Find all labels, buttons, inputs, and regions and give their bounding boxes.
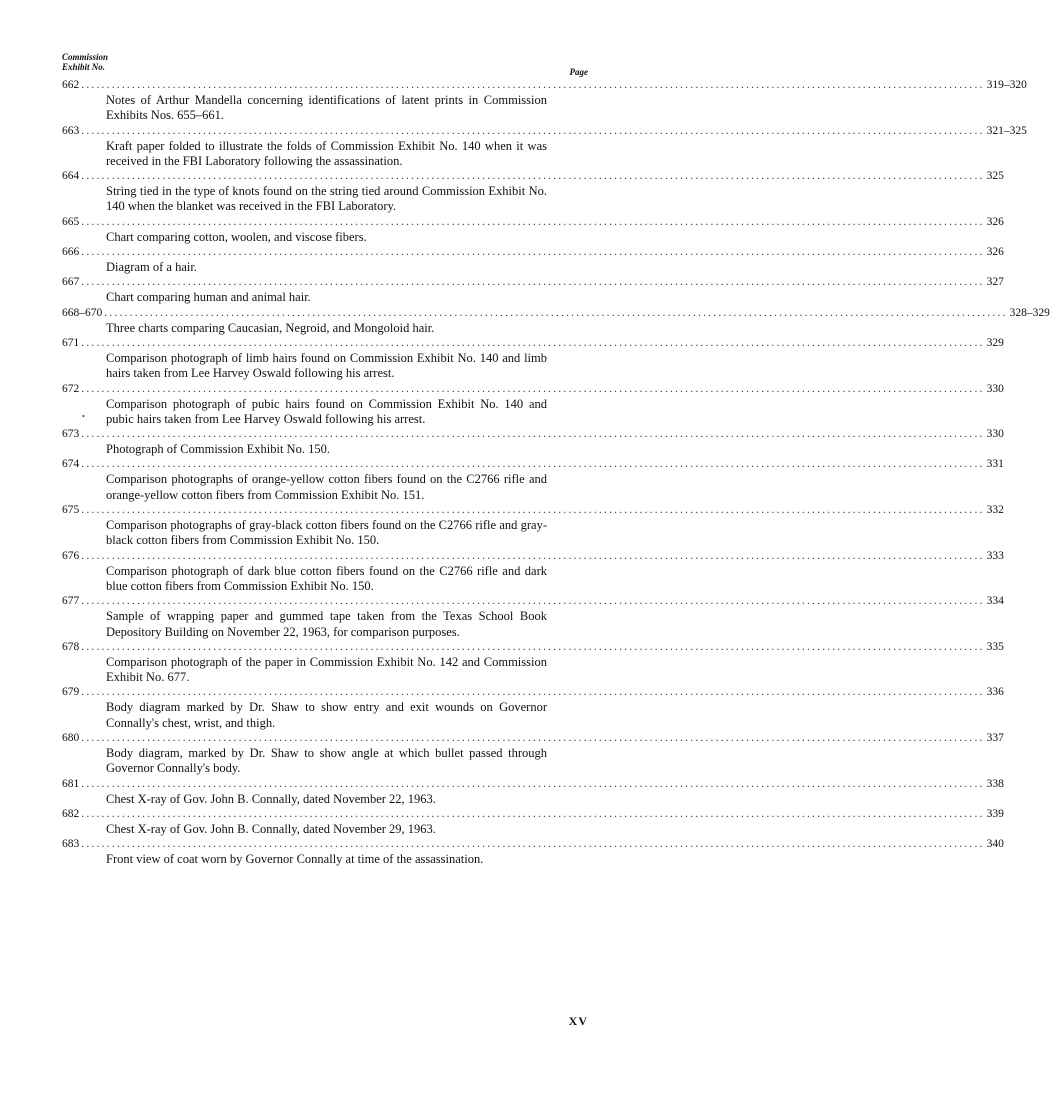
page-reference: 326 <box>986 215 1004 228</box>
dot-leader: .................................................................................................................................................................................. <box>81 807 985 820</box>
exhibit-description: Chest X-ray of Gov. John B. Connally, dated November 29, 1963. <box>106 821 436 836</box>
exhibit-description: Diagram of a hair. <box>106 260 197 275</box>
exhibit-description: Comparison photograph of pubic hairs found on Commission Exhibit No. 140 and pubic hairs taken from Lee Harvey Oswald following his arrest. <box>106 396 547 426</box>
entry-leader-line <box>62 275 1004 290</box>
dot-leader: .................................................................................................................................................................................. <box>104 306 1008 319</box>
page-reference: 319–320 <box>986 79 1027 91</box>
list-item <box>62 731 1004 777</box>
entry-leader-line <box>62 837 1004 852</box>
dot-leader: .................................................................................................................................................................................. <box>81 246 985 259</box>
dot-leader: .................................................................................................................................................................................. <box>81 640 985 653</box>
exhibit-number: 678 <box>62 640 80 653</box>
list-item <box>62 594 1004 640</box>
stray-mark: • <box>82 412 85 421</box>
entry-leader-line <box>62 215 1004 230</box>
exhibit-description: Chest X-ray of Gov. John B. Connally, dated November 22, 1963. <box>106 791 436 806</box>
entry-leader-line <box>62 503 1004 518</box>
exhibit-description: Photograph of Commission Exhibit No. 150. <box>106 442 330 457</box>
list-item <box>62 169 1004 215</box>
column-header-exhibit-line1: Commission <box>62 52 109 62</box>
list-item <box>62 777 1004 807</box>
exhibit-number: 672 <box>62 382 80 395</box>
exhibit-number: 675 <box>62 504 80 517</box>
page-number: XV <box>568 1014 588 1028</box>
page-reference: 327 <box>986 276 1004 289</box>
entry-leader-line <box>62 124 1027 139</box>
page-reference: 337 <box>986 732 1004 745</box>
list-item <box>62 685 1004 731</box>
dot-leader: .................................................................................................................................................................................. <box>81 458 985 471</box>
list-item <box>62 306 1050 336</box>
dot-leader: .................................................................................................................................................................................. <box>81 79 985 91</box>
list-item <box>62 245 1004 275</box>
exhibit-number: 663 <box>62 124 80 137</box>
list-item <box>62 837 1004 867</box>
exhibit-description: Kraft paper folded to illustrate the folds of Commission Exhibit No. 140 when it was received in the FBI Laboratory following the assassination. <box>106 138 547 168</box>
exhibit-number: 682 <box>62 807 80 820</box>
exhibit-number: 676 <box>62 549 80 562</box>
dot-leader: .................................................................................................................................................................................. <box>81 686 985 699</box>
entry-leader-line <box>62 245 1004 260</box>
exhibit-description: Notes of Arthur Mandella concerning identifications of latent prints in Commission Exhibits Nos. 655–661. <box>106 93 547 123</box>
entry-leader-line <box>62 731 1004 746</box>
entry-leader-line <box>62 685 1004 700</box>
list-item <box>62 807 1004 837</box>
exhibit-number: 666 <box>62 246 80 259</box>
page-reference: 331 <box>986 458 1004 471</box>
page-reference: 338 <box>986 777 1004 790</box>
list-item <box>62 457 1004 503</box>
dot-leader: .................................................................................................................................................................................. <box>81 428 985 441</box>
list-item <box>62 336 1004 382</box>
exhibit-number: 680 <box>62 732 80 745</box>
page-reference: 332 <box>986 504 1004 517</box>
exhibit-number: 679 <box>62 686 80 699</box>
dot-leader: .................................................................................................................................................................................. <box>81 504 985 517</box>
list-item <box>62 640 1004 686</box>
exhibit-number: 673 <box>62 428 80 441</box>
dot-leader: .................................................................................................................................................................................. <box>81 777 985 790</box>
page-reference: 321–325 <box>986 124 1027 137</box>
page-reference: 335 <box>986 640 1004 653</box>
exhibit-number: 677 <box>62 595 80 608</box>
page-reference: 328–329 <box>1009 306 1050 319</box>
column-header-exhibit-line2: Exhibit No. <box>62 62 106 72</box>
entry-leader-line <box>62 807 1004 822</box>
list-item <box>62 382 1004 428</box>
dot-leader: .................................................................................................................................................................................. <box>81 124 985 137</box>
exhibit-description: Body diagram marked by Dr. Shaw to show entry and exit wounds on Governor Connally's chest, wrist, and thigh. <box>106 700 547 730</box>
exhibit-number: 662 <box>62 79 80 91</box>
entry-leader-line <box>62 382 1004 397</box>
entry-leader-line <box>62 549 1004 564</box>
column-header-exhibit <box>62 52 108 72</box>
exhibit-number: 674 <box>62 458 80 471</box>
list-item <box>62 124 1027 170</box>
list-item <box>62 503 1004 549</box>
list-item <box>62 215 1004 245</box>
page-reference: 329 <box>986 336 1004 349</box>
exhibit-description: Body diagram, marked by Dr. Shaw to show angle at which bullet passed through Governor Connally's body. <box>106 746 547 776</box>
list-item <box>62 78 1027 124</box>
exhibit-description: Comparison photograph of limb hairs found on Commission Exhibit No. 140 and limb hairs taken from Lee Harvey Oswald following his arrest. <box>106 350 547 381</box>
entry-leader-line <box>62 457 1004 472</box>
entry-leader-line <box>62 169 1004 184</box>
exhibit-description: Chart comparing human and animal hair. <box>106 290 311 305</box>
dot-leader: .................................................................................................................................................................................. <box>81 336 985 349</box>
exhibit-description: Comparison photograph of dark blue cotton fibers found on the C2766 rifle and dark blue cotton fibers from Commission Exhibit No. 150. <box>106 563 547 593</box>
page-reference: 339 <box>986 807 1004 820</box>
exhibit-description: Three charts comparing Caucasian, Negroid, and Mongoloid hair. <box>106 320 435 335</box>
entry-leader-line <box>62 336 1004 351</box>
dot-leader: .................................................................................................................................................................................. <box>81 595 985 608</box>
page-reference: 330 <box>986 382 1004 395</box>
exhibit-description: Front view of coat worn by Governor Connally at time of the assassination. <box>106 852 484 867</box>
list-item <box>62 275 1004 305</box>
exhibit-description: Comparison photographs of orange-yellow cotton fibers found on the C2766 rifle and orange-yellow cotton fibers from Commission Exhibit No. 151. <box>106 472 547 502</box>
exhibit-description: Comparison photographs of gray-black cotton fibers found on the C2766 rifle and gray-black cotton fibers from Commission Exhibit No. 150. <box>106 518 547 548</box>
page-reference: 340 <box>986 838 1004 851</box>
exhibit-number: 671 <box>62 336 80 349</box>
entry-leader-line <box>62 427 1004 442</box>
dot-leader: .................................................................................................................................................................................. <box>81 382 985 395</box>
column-header-page: Page <box>569 67 588 77</box>
dot-leader: .................................................................................................................................................................................. <box>81 215 985 228</box>
entry-leader-line <box>62 78 1027 93</box>
page-reference: 333 <box>986 549 1004 562</box>
dot-leader: .................................................................................................................................................................................. <box>81 170 985 183</box>
exhibit-description: String tied in the type of knots found on the string tied around Commission Exhibit No. 140 when the blanket was received in the FBI Laboratory. <box>106 184 547 214</box>
page-reference: 326 <box>986 246 1004 259</box>
exhibit-number: 664 <box>62 170 80 183</box>
exhibit-number: 668–670 <box>62 306 103 319</box>
dot-leader: .................................................................................................................................................................................. <box>81 732 985 745</box>
exhibit-list <box>62 78 1050 868</box>
exhibit-number: 681 <box>62 777 80 790</box>
exhibit-number: 683 <box>62 838 80 851</box>
exhibit-description: Sample of wrapping paper and gummed tape taken from the Texas School Book Depository Building on November 22, 1963, for comparison purposes. <box>106 609 547 639</box>
exhibit-number: 667 <box>62 276 80 289</box>
dot-leader: .................................................................................................................................................................................. <box>81 838 985 851</box>
dot-leader: .................................................................................................................................................................................. <box>81 549 985 562</box>
entry-leader-line <box>62 594 1004 609</box>
dot-leader: .................................................................................................................................................................................. <box>81 276 985 289</box>
page-reference: 334 <box>986 595 1004 608</box>
page-reference: 325 <box>986 170 1004 183</box>
entry-leader-line <box>62 777 1004 792</box>
exhibit-description: Comparison photograph of the paper in Commission Exhibit No. 142 and Commission Exhibit No. 677. <box>106 654 547 685</box>
page-reference: 336 <box>986 686 1004 699</box>
page-reference: 330 <box>986 428 1004 441</box>
exhibit-description: Chart comparing cotton, woolen, and viscose fibers. <box>106 229 367 244</box>
list-item <box>62 549 1004 595</box>
exhibit-number: 665 <box>62 215 80 228</box>
entry-leader-line <box>62 640 1004 655</box>
list-item <box>62 427 1004 457</box>
entry-leader-line <box>62 306 1050 321</box>
